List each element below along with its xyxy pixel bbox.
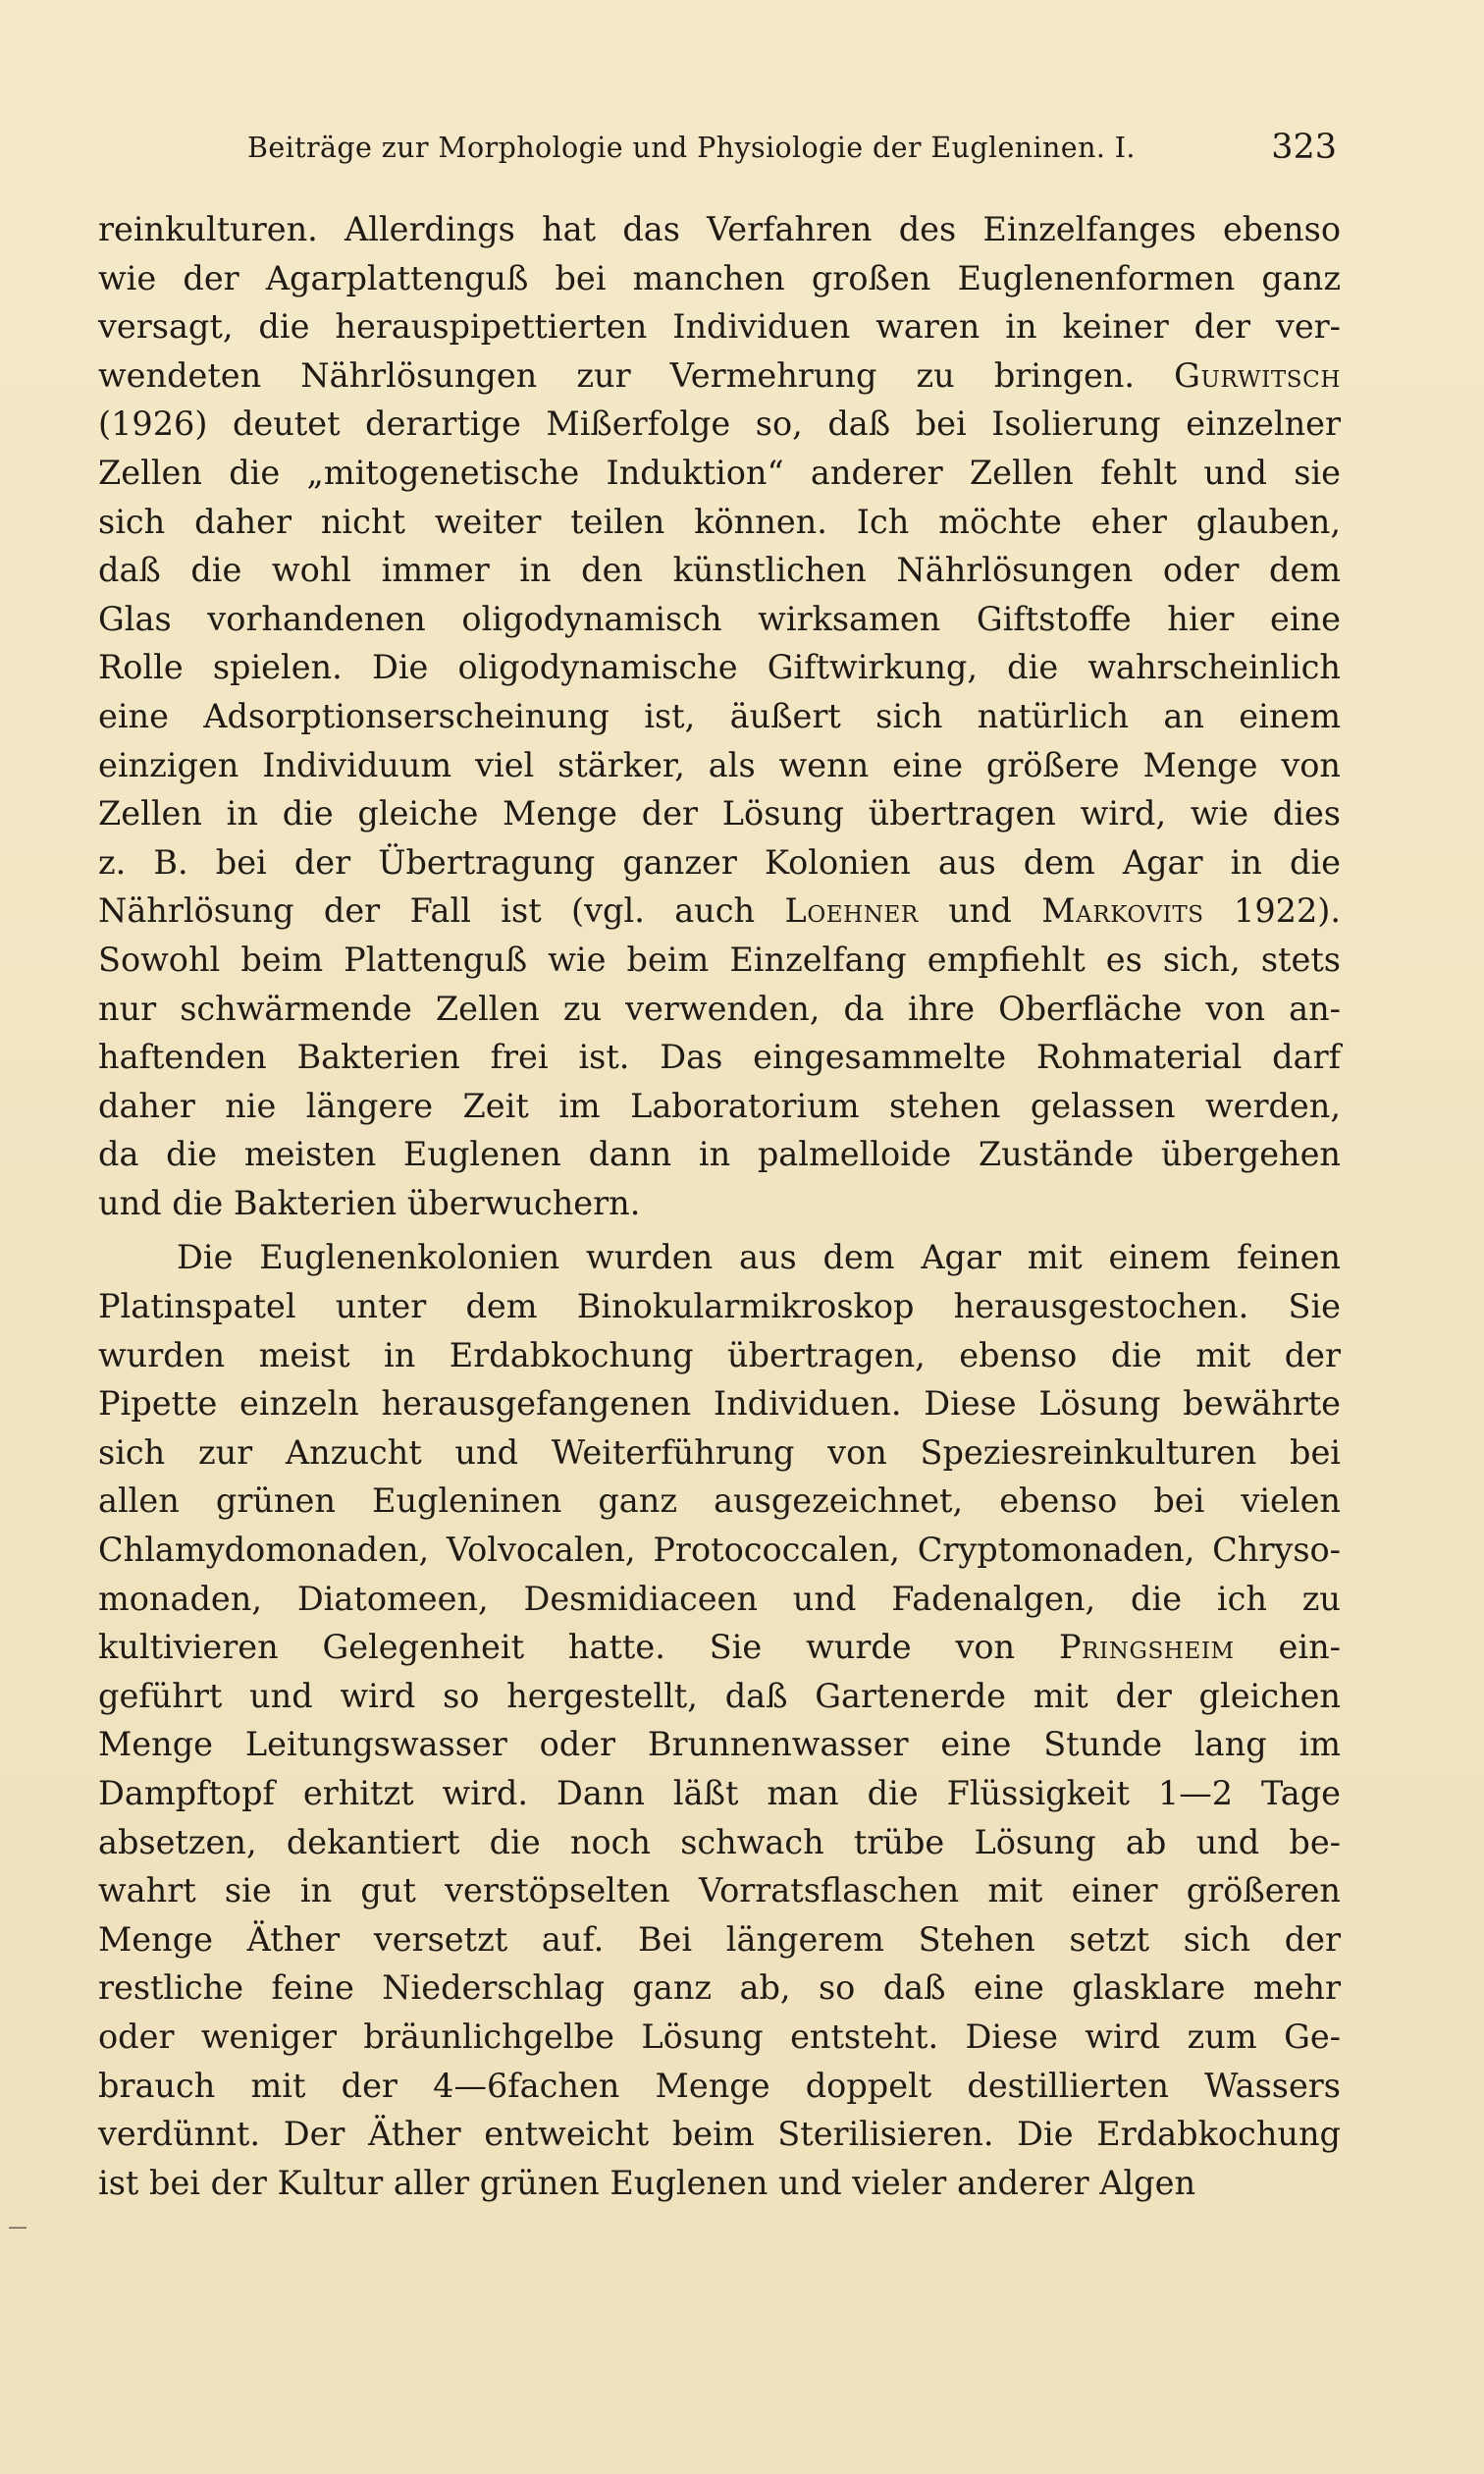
text-line bbox=[98, 643, 1341, 692]
text-line bbox=[98, 1623, 1341, 1672]
running-head bbox=[247, 128, 1337, 177]
text-segment: ein- bbox=[1234, 1628, 1341, 1667]
text-segment: reinkulturen. Allerdings hat das Verfahren des Einzelfanges ebenso bbox=[98, 210, 1341, 248]
text-segment: z. B. bei der Übertragung ganzer Kolonien aus dem Agar in die bbox=[98, 842, 1341, 882]
text-segment: nur schwärmende Zellen zu verwenden, da ihre Oberfläche von an- bbox=[98, 989, 1341, 1028]
text-segment: haftenden Bakterien frei ist. Das eingesammelte Rohmaterial darf bbox=[98, 1038, 1341, 1077]
text-segment: wahrt sie in gut verstöpselten Vorratsflaschen mit einer größeren bbox=[98, 1871, 1341, 1910]
text-segment: restliche feine Niederschlag ganz ab, so daß eine glasklare mehr bbox=[98, 1968, 1341, 2008]
text-segment: Zellen die „mitogenetische Induktion“ anderer Zellen fehlt und sie bbox=[98, 453, 1341, 492]
text-segment: sich daher nicht weiter teilen können. Ich möchte eher glauben, bbox=[98, 502, 1341, 541]
text-segment: Menge Äther versetzt auf. Bei längerem Stehen setzt sich der bbox=[98, 1919, 1341, 1959]
text-line bbox=[98, 1963, 1341, 2013]
text-line bbox=[98, 2062, 1341, 2111]
text-segment: oder weniger bräunlichgelbe Lösung entsteht. Diese wird zum Ge- bbox=[98, 2017, 1341, 2056]
text-line bbox=[98, 449, 1341, 498]
author-name: Loehner bbox=[784, 891, 919, 931]
text-line bbox=[98, 2159, 1341, 2208]
text-line bbox=[98, 1331, 1341, 1380]
text-segment: absetzen, dekantiert die noch schwach trübe Lösung ab und be- bbox=[98, 1822, 1341, 1861]
text-line bbox=[98, 1233, 1341, 1282]
margin-mark: — bbox=[8, 2215, 27, 2238]
text-segment: kultivieren Gelegenheit hatte. Sie wurde von bbox=[98, 1628, 1059, 1667]
text-segment: (1926) deutet derartige Mißerfolge so, daß bei Isolierung einzelner bbox=[98, 404, 1341, 444]
text-line bbox=[98, 692, 1341, 741]
text-segment: brauch mit der 4—6fachen Menge doppelt destillierten Wassers bbox=[98, 2066, 1341, 2105]
text-segment: wendeten Nährlösungen zur Vermehrung zu bringen. bbox=[98, 355, 1175, 395]
text-line bbox=[98, 2110, 1341, 2159]
text-line bbox=[98, 302, 1341, 351]
text-segment: sich zur Anzucht und Weiterführung von Speziesreinkulturen bei bbox=[98, 1432, 1341, 1472]
text-line bbox=[98, 400, 1341, 449]
text-line bbox=[98, 351, 1341, 401]
text-segment: Chlamydomonaden, Volvocalen, Protococcalen, Cryptomonaden, Chryso- bbox=[98, 1531, 1341, 1570]
text-segment: wurden meist in Erdabkochung übertragen, ebenso die mit der bbox=[98, 1335, 1341, 1374]
text-segment: einzigen Individuum viel stärker, als wenn eine größere Menge von bbox=[98, 745, 1341, 784]
text-line bbox=[98, 1526, 1341, 1575]
author-name: Markovits bbox=[1041, 891, 1204, 931]
text-line bbox=[98, 498, 1341, 547]
text-segment: Nährlösung der Fall ist (vgl. auch bbox=[98, 891, 785, 931]
text-line bbox=[98, 936, 1341, 985]
text-line bbox=[98, 1033, 1341, 1082]
text-line bbox=[98, 1672, 1341, 1721]
text-segment: 1922). bbox=[1203, 891, 1341, 931]
text-segment: daher nie längere Zeit im Laboratorium stehen gelassen werden, bbox=[98, 1086, 1341, 1125]
page-number: 323 bbox=[1271, 128, 1337, 167]
text-line bbox=[98, 1769, 1341, 1818]
text-line bbox=[98, 1379, 1341, 1428]
text-segment: ist bei der Kultur aller grünen Euglenen und vieler anderer Algen bbox=[98, 2163, 1196, 2202]
text-segment: Pipette einzeln herausgefangenen Individuen. Diese Lösung bewährte bbox=[98, 1384, 1341, 1424]
body-text bbox=[98, 205, 1341, 2207]
text-segment: Glas vorhandenen oligodynamisch wirksamen Giftstoffe hier eine bbox=[98, 599, 1341, 638]
text-line bbox=[98, 1818, 1341, 1867]
text-line bbox=[98, 595, 1341, 644]
running-title: Beiträge zur Morphologie und Physiologie der Eugleninen. I. bbox=[247, 132, 1136, 164]
text-segment: und die Bakterien überwuchern. bbox=[98, 1183, 641, 1222]
author-name: Pringsheim bbox=[1059, 1628, 1235, 1667]
text-line bbox=[98, 1282, 1341, 1331]
text-line bbox=[98, 2013, 1341, 2062]
text-line bbox=[98, 1575, 1341, 1624]
text-line bbox=[98, 546, 1341, 595]
text-line bbox=[98, 741, 1341, 790]
text-line bbox=[98, 985, 1341, 1034]
text-segment: monaden, Diatomeen, Desmidiaceen und Fadenalgen, die ich zu bbox=[98, 1579, 1341, 1618]
text-line bbox=[98, 254, 1341, 303]
text-line bbox=[98, 789, 1341, 838]
text-segment: versagt, die herauspipettierten Individuen waren in keiner der ver- bbox=[98, 307, 1341, 347]
text-line bbox=[98, 838, 1341, 887]
text-segment: da die meisten Euglenen dann in palmelloide Zustände übergehen bbox=[98, 1135, 1341, 1174]
text-segment: Dampftopf erhitzt wird. Dann läßt man die Flüssigkeit 1—2 Tage bbox=[98, 1774, 1341, 1812]
text-segment: wie der Agarplattenguß bei manchen großen Euglenenformen ganz bbox=[98, 258, 1341, 297]
text-segment: daß die wohl immer in den künstlichen Nährlösungen oder dem bbox=[98, 551, 1341, 590]
text-segment: Menge Leitungswasser oder Brunnenwasser eine Stunde lang im bbox=[98, 1725, 1341, 1764]
text-segment: Platinspatel unter dem Binokularmikroskop herausgestochen. Sie bbox=[98, 1287, 1341, 1326]
text-line bbox=[98, 1179, 1341, 1228]
text-line bbox=[98, 1720, 1341, 1769]
text-line bbox=[98, 1082, 1341, 1131]
text-line bbox=[98, 205, 1341, 254]
text-segment: geführt und wird so hergestellt, daß Gartenerde mit der gleichen bbox=[98, 1676, 1341, 1715]
text-segment: Rolle spielen. Die oligodynamische Giftwirkung, die wahrscheinlich bbox=[98, 648, 1341, 687]
text-line bbox=[98, 1428, 1341, 1478]
text-line bbox=[98, 1477, 1341, 1526]
text-segment: verdünnt. Der Äther entweicht beim Sterilisieren. Die Erdabkochung bbox=[98, 2115, 1341, 2154]
text-line bbox=[98, 1915, 1341, 1964]
text-line bbox=[98, 887, 1341, 936]
text-segment: Sowohl beim Plattenguß wie beim Einzelfang empfiehlt es sich, stets bbox=[98, 940, 1341, 979]
text-line bbox=[98, 1130, 1341, 1179]
text-segment: Die Euglenenkolonien wurden aus dem Agar mit einem feinen bbox=[177, 1238, 1341, 1277]
text-segment: Zellen in die gleiche Menge der Lösung übertragen wird, wie dies bbox=[98, 794, 1341, 834]
text-segment: allen grünen Eugleninen ganz ausgezeichnet, ebenso bei vielen bbox=[98, 1481, 1341, 1521]
text-segment: eine Adsorptionserscheinung ist, äußert sich natürlich an einem bbox=[98, 696, 1341, 735]
author-name: Gurwitsch bbox=[1174, 355, 1341, 395]
text-segment: und bbox=[918, 891, 1042, 931]
text-line bbox=[98, 1866, 1341, 1915]
